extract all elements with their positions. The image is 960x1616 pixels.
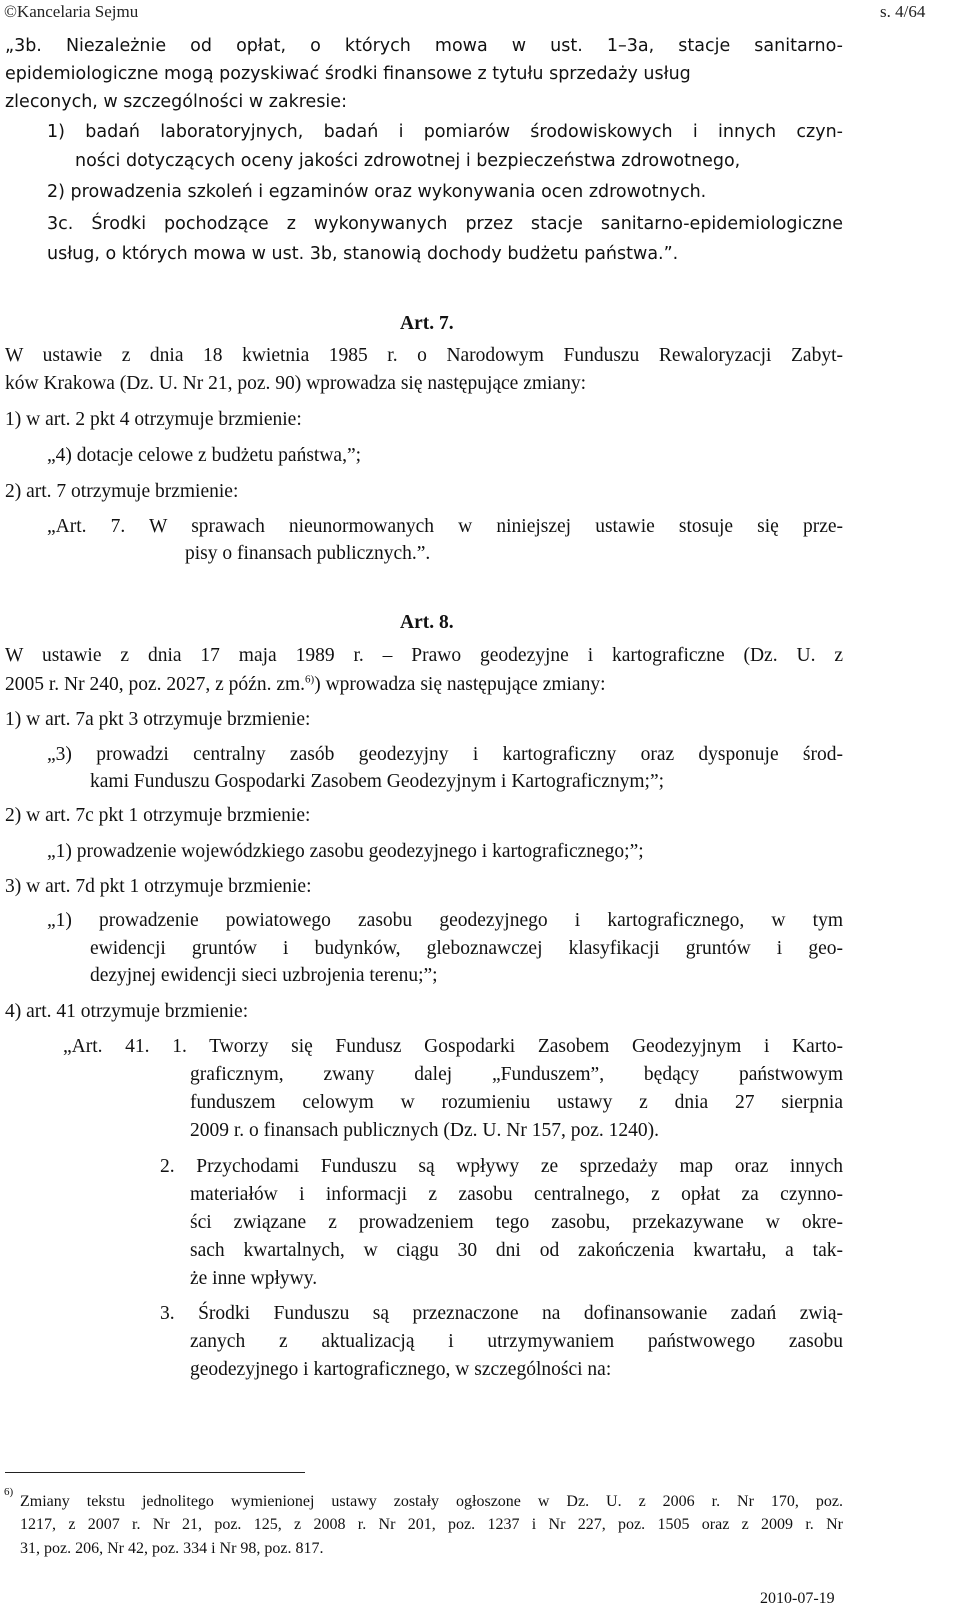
art-41-text: funduszem celowym w rozumieniu ustawy z dnia 27 sierpnia: [190, 1092, 843, 1113]
amendment-text: „1) prowadzenie powiatowego zasobu geodezyjnego i kartograficznego, w tym: [47, 910, 843, 931]
art-41-text: że inne wpływy.: [190, 1268, 318, 1289]
copyright-header: ©Kancelaria Sejmu: [4, 2, 139, 21]
footnote-separator: [5, 1472, 305, 1473]
article-7-title: Art. 7.: [400, 313, 454, 334]
page-number: s. 4/64: [880, 2, 926, 21]
amendment-text: „4) dotacje celowe z budżetu państwa,”;: [47, 445, 362, 466]
amendment-item: 1) w art. 2 pkt 4 otrzymuje brzmienie:: [5, 409, 302, 430]
article-8-intro: 2005 r. Nr 240, poz. 2027, z późn. zm.$^{6)}$) wprowadza się następujące zmiany:: [5, 673, 606, 695]
amendment-text: kami Funduszu Gospodarki Zasobem Geodezyjnym i Kartograficznym;”;: [90, 771, 665, 792]
art-41-text: 2009 r. o finansach publicznych (Dz. U. Nr 157, poz. 1240).: [190, 1120, 659, 1141]
amendment-text: „1) prowadzenie wojewódzkiego zasobu geodezyjnego i kartograficznego;”;: [47, 841, 644, 862]
art-41-text: graficznym, zwany dalej „Funduszem”, będący państwowym: [190, 1064, 843, 1085]
document-date: 2010-07-19: [760, 1590, 835, 1607]
amendment-text: pisy o finansach publicznych.”.: [185, 543, 431, 564]
article-7-intro: ków Krakowa (Dz. U. Nr 21, poz. 90) wprowadza się następujące zmiany:: [5, 373, 587, 394]
art-41-text: „Art. 41. 1. Tworzy się Fundusz Gospodarki Zasobem Geodezyjnym i Karto-: [63, 1036, 843, 1057]
article-7-intro: W ustawie z dnia 18 kwietnia 1985 r. o Narodowym Funduszu Rewaloryzacji Zabyt-: [5, 345, 843, 366]
paragraph-3b-line: zleconych, w szczególności w zakresie:: [5, 92, 347, 112]
art-41-text: 2. Przychodami Funduszu są wpływy ze sprzedaży map oraz innych: [160, 1156, 843, 1177]
list-item: ności dotyczących oceny jakości zdrowotnej i bezpieczeństwa zdrowotnego,: [75, 151, 741, 171]
amendment-item: 3) w art. 7d pkt 1 otrzymuje brzmienie:: [5, 876, 312, 897]
list-item: 1) badań laboratoryjnych, badań i pomiarów środowiskowych i innych czyn-: [47, 122, 843, 142]
art-41-text: materiałów i informacji z zasobu centralnego, z opłat za czynno-: [190, 1184, 843, 1205]
amendment-text: „Art. 7. W sprawach nieunormowanych w niniejszej ustawie stosuje się prze-: [47, 516, 843, 537]
art-41-text: sach kwartalnych, w ciągu 30 dni od zakończenia kwartału, a tak-: [190, 1240, 843, 1261]
amendment-item: 2) art. 7 otrzymuje brzmienie:: [5, 481, 239, 502]
art-41-text: geodezyjnego i kartograficznego, w szczególności na:: [190, 1359, 612, 1380]
footnote-mark: 6): [4, 1486, 14, 1498]
paragraph-3c-line: usług, o których mowa w ust. 3b, stanowią dochody budżetu państwa.”.: [47, 244, 679, 264]
paragraph-3c-line: 3c. Środki pochodzące z wykonywanych przez stacje sanitarno-epidemiologiczne: [47, 214, 843, 234]
paragraph-3b-line: „3b. Niezależnie od opłat, o których mowa w ust. 1–3a, stacje sanitarno-: [5, 36, 843, 56]
amendment-item: 4) art. 41 otrzymuje brzmienie:: [5, 1001, 249, 1022]
art-41-text: ści związane z prowadzeniem tego zasobu, przekazywane w okre-: [190, 1212, 843, 1233]
footnote-reference: 6): [305, 673, 315, 686]
article-8-intro: W ustawie z dnia 17 maja 1989 r. – Prawo geodezyjne i kartograficzne (Dz. U. z: [5, 645, 843, 666]
footnote-line: Zmiany tekstu jednolitego wymienionej ustawy zostały ogłoszone w Dz. U. z 2006 r. Nr 170, poz.: [20, 1493, 843, 1510]
art-41-text: 3. Środki Funduszu są przeznaczone na dofinansowanie zadań zwią-: [160, 1303, 843, 1324]
amendment-item: 1) w art. 7a pkt 3 otrzymuje brzmienie:: [5, 709, 311, 730]
amendment-text: dezyjnej ewidencji sieci uzbrojenia terenu;”;: [90, 965, 438, 986]
amendment-item: 2) w art. 7c pkt 1 otrzymuje brzmienie:: [5, 805, 311, 826]
paragraph-3b-line: epidemiologiczne mogą pozyskiwać środki finansowe z tytułu sprzedaży usług: [5, 64, 691, 84]
footnote-line: 31, poz. 206, Nr 42, poz. 334 i Nr 98, poz. 817.: [20, 1540, 324, 1557]
amendment-text: „3) prowadzi centralny zasób geodezyjny i kartograficzny oraz dysponuje środ-: [47, 744, 843, 765]
list-item: 2) prowadzenia szkoleń i egzaminów oraz wykonywania ocen zdrowotnych.: [47, 182, 707, 202]
art-41-text: zanych z aktualizacją i utrzymywaniem państwowego zasobu: [190, 1331, 843, 1352]
footnote-line: 1217, z 2007 r. Nr 21, poz. 125, z 2008 r. Nr 201, poz. 1237 i Nr 227, poz. 1505 oraz z 2009 r. Nr: [20, 1516, 843, 1533]
amendment-text: ewidencji gruntów i budynków, gleboznawczej klasyfikacji gruntów i geo-: [90, 938, 843, 959]
article-8-title: Art. 8.: [400, 612, 454, 633]
